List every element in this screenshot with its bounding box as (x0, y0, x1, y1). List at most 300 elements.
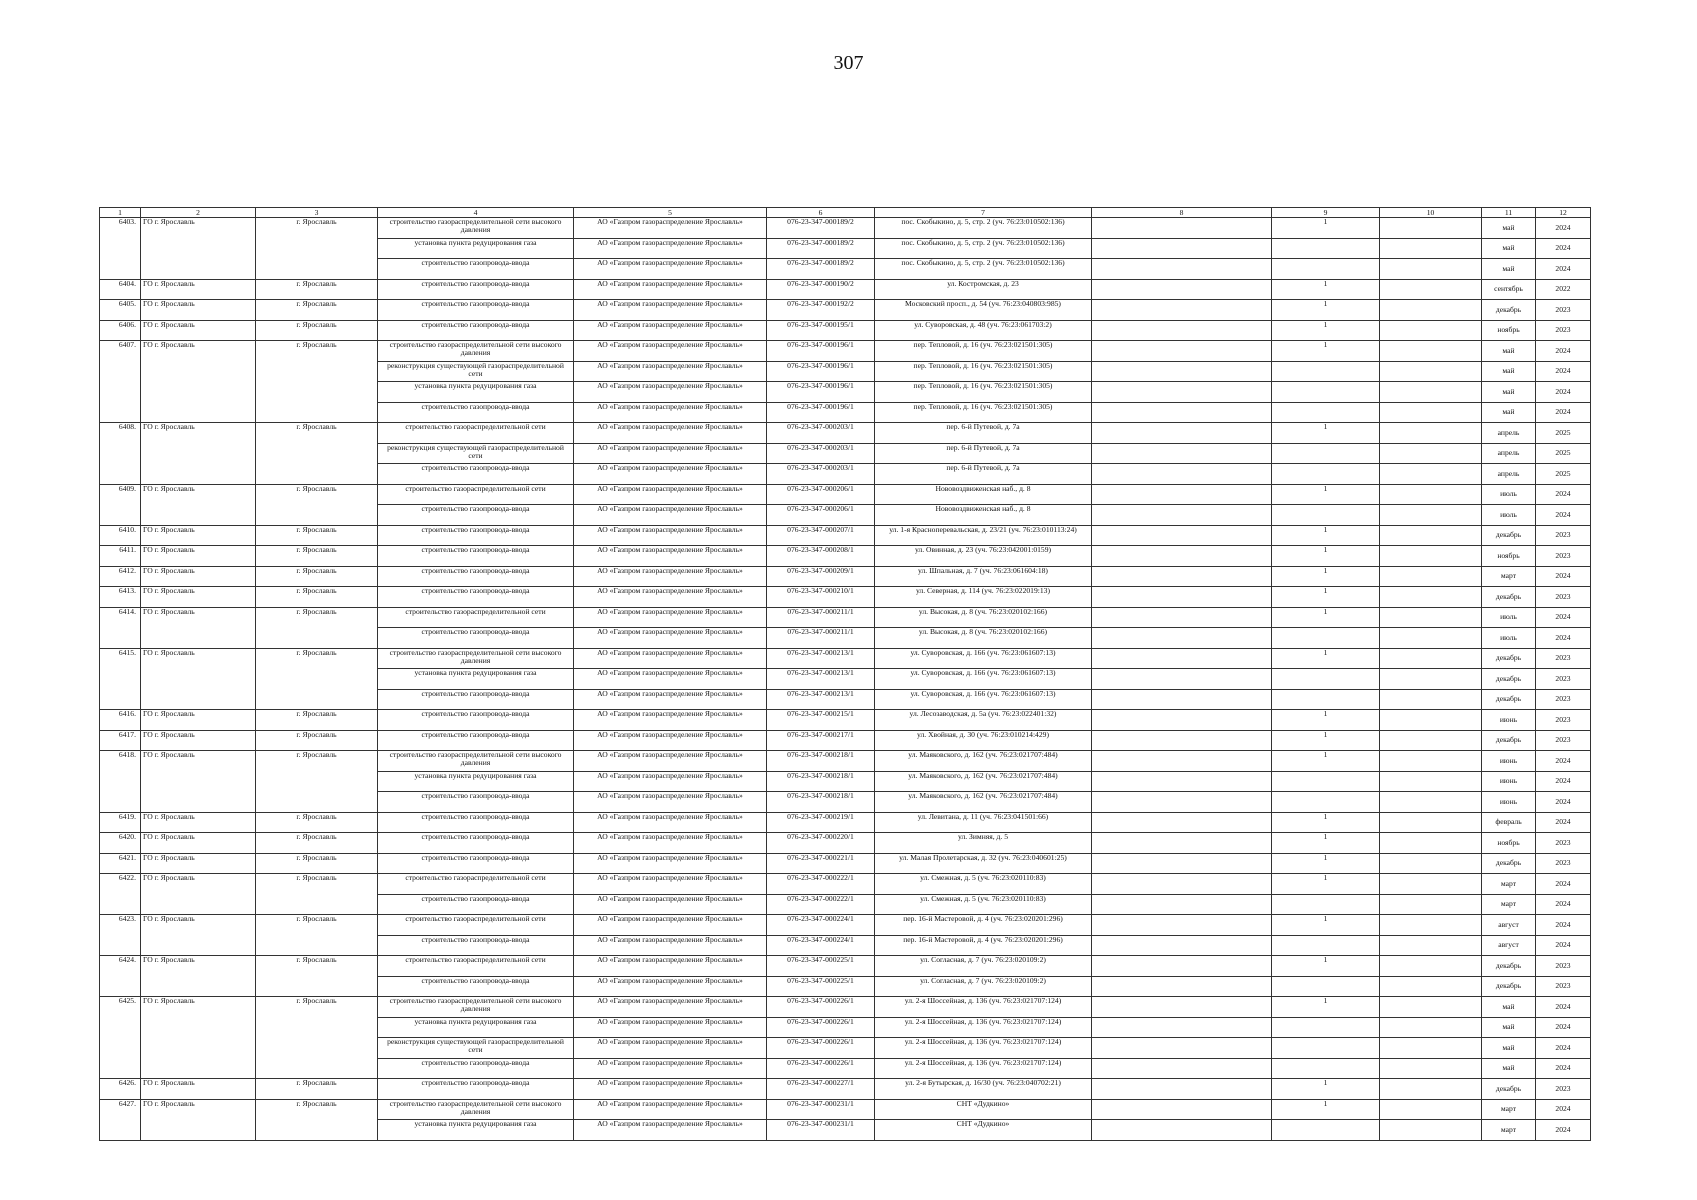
row-number: 6427. (100, 1099, 141, 1140)
municipality-cell: ГО г. Ярославль (141, 423, 256, 485)
address-cell: ул. Высокая, д. 8 (уч. 76:23:020102:166) (875, 607, 1092, 628)
work-type-cell: строительство газопровода-ввода (378, 587, 574, 608)
organization-cell: АО «Газпром газораспределение Ярославль» (574, 1099, 767, 1120)
row-number: 6410. (100, 525, 141, 546)
work-type-cell: строительство газопровода-ввода (378, 792, 574, 813)
application-code-cell: 076-23-347-000225/1 (767, 976, 875, 997)
municipality-cell: ГО г. Ярославль (141, 915, 256, 956)
year-cell: 2024 (1536, 792, 1591, 813)
work-type-cell: строительство газораспределительной сети (378, 956, 574, 977)
table-row (100, 751, 1591, 772)
application-code-cell: 076-23-347-000224/1 (767, 935, 875, 956)
application-code-cell: 076-23-347-000226/1 (767, 997, 875, 1018)
count-cell: 1 (1272, 1099, 1380, 1120)
work-type-cell: реконструкция существующей газораспределительной сети (378, 443, 574, 464)
month-cell: март (1482, 874, 1536, 895)
address-cell: ул. Смежная, д. 5 (уч. 76:23:020110:83) (875, 874, 1092, 895)
application-code-cell: 076-23-347-000218/1 (767, 792, 875, 813)
column-8-cell (1092, 1099, 1272, 1120)
column-number-12: 12 (1536, 208, 1591, 218)
organization-cell: АО «Газпром газораспределение Ярославль» (574, 259, 767, 280)
organization-cell: АО «Газпром газораспределение Ярославль» (574, 566, 767, 587)
municipality-cell: ГО г. Ярославль (141, 546, 256, 567)
table-row (100, 812, 1591, 833)
address-cell: пер. Тепловой, д. 16 (уч. 76:23:021501:305) (875, 382, 1092, 403)
column-10-cell (1380, 669, 1482, 690)
table-row (100, 341, 1591, 362)
column-8-cell (1092, 259, 1272, 280)
city-cell: г. Ярославль (256, 710, 378, 731)
column-8-cell (1092, 956, 1272, 977)
column-10-cell (1380, 915, 1482, 936)
municipality-cell: ГО г. Ярославль (141, 956, 256, 997)
year-cell: 2024 (1536, 1120, 1591, 1141)
table-row (100, 546, 1591, 567)
column-10-cell (1380, 505, 1482, 526)
table-row (100, 997, 1591, 1018)
municipality-cell: ГО г. Ярославль (141, 320, 256, 341)
row-number: 6425. (100, 997, 141, 1079)
address-cell: ул. Суворовская, д. 166 (уч. 76:23:061607:13) (875, 648, 1092, 669)
column-10-cell (1380, 607, 1482, 628)
year-cell: 2024 (1536, 484, 1591, 505)
table-row (100, 710, 1591, 731)
organization-cell: АО «Газпром газораспределение Ярославль» (574, 812, 767, 833)
work-type-cell: установка пункта редуцирования газа (378, 1120, 574, 1141)
address-cell: ул. Суворовская, д. 166 (уч. 76:23:061607:13) (875, 689, 1092, 710)
column-8-cell (1092, 607, 1272, 628)
column-number-7: 7 (875, 208, 1092, 218)
column-8-cell (1092, 566, 1272, 587)
organization-cell: АО «Газпром газораспределение Ярославль» (574, 935, 767, 956)
year-cell: 2023 (1536, 669, 1591, 690)
column-8-cell (1092, 587, 1272, 608)
table-row (100, 1079, 1591, 1100)
column-8-cell (1092, 812, 1272, 833)
column-8-cell (1092, 792, 1272, 813)
organization-cell: АО «Газпром газораспределение Ярославль» (574, 1017, 767, 1038)
count-cell: 1 (1272, 915, 1380, 936)
month-cell: июнь (1482, 710, 1536, 731)
month-cell: август (1482, 935, 1536, 956)
work-type-cell: строительство газопровода-ввода (378, 546, 574, 567)
count-cell (1272, 382, 1380, 403)
application-code-cell: 076-23-347-000190/2 (767, 279, 875, 300)
count-cell: 1 (1272, 1079, 1380, 1100)
count-cell: 1 (1272, 607, 1380, 628)
organization-cell: АО «Газпром газораспределение Ярославль» (574, 894, 767, 915)
column-8-cell (1092, 402, 1272, 423)
count-cell (1272, 259, 1380, 280)
year-cell: 2023 (1536, 587, 1591, 608)
address-cell: ул. Маяковского, д. 162 (уч. 76:23:021707:484) (875, 751, 1092, 772)
organization-cell: АО «Газпром газораспределение Ярославль» (574, 320, 767, 341)
count-cell: 1 (1272, 812, 1380, 833)
month-cell: март (1482, 1120, 1536, 1141)
column-10-cell (1380, 300, 1482, 321)
organization-cell: АО «Газпром газораспределение Ярославль» (574, 484, 767, 505)
column-10-cell (1380, 648, 1482, 669)
application-code-cell: 076-23-347-000196/1 (767, 341, 875, 362)
count-cell: 1 (1272, 997, 1380, 1018)
year-cell: 2024 (1536, 402, 1591, 423)
application-code-cell: 076-23-347-000222/1 (767, 874, 875, 895)
application-code-cell: 076-23-347-000219/1 (767, 812, 875, 833)
column-8-cell (1092, 525, 1272, 546)
address-cell: пер. 16-й Мастеровой, д. 4 (уч. 76:23:020201:296) (875, 935, 1092, 956)
count-cell (1272, 771, 1380, 792)
column-10-cell (1380, 771, 1482, 792)
work-type-cell: строительство газопровода-ввода (378, 320, 574, 341)
column-10-cell (1380, 935, 1482, 956)
year-cell: 2022 (1536, 279, 1591, 300)
table-row (100, 566, 1591, 587)
count-cell: 1 (1272, 320, 1380, 341)
municipality-cell: ГО г. Ярославль (141, 566, 256, 587)
count-cell: 1 (1272, 587, 1380, 608)
table-row (100, 300, 1591, 321)
municipality-cell: ГО г. Ярославль (141, 300, 256, 321)
city-cell: г. Ярославль (256, 956, 378, 997)
column-8-cell (1092, 771, 1272, 792)
year-cell: 2023 (1536, 833, 1591, 854)
row-number: 6412. (100, 566, 141, 587)
work-type-cell: строительство газораспределительной сети (378, 607, 574, 628)
year-cell: 2024 (1536, 382, 1591, 403)
organization-cell: АО «Газпром газораспределение Ярославль» (574, 874, 767, 895)
organization-cell: АО «Газпром газораспределение Ярославль» (574, 587, 767, 608)
city-cell: г. Ярославль (256, 607, 378, 648)
column-8-cell (1092, 628, 1272, 649)
organization-cell: АО «Газпром газораспределение Ярославль» (574, 956, 767, 977)
work-type-cell: строительство газопровода-ввода (378, 976, 574, 997)
municipality-cell: ГО г. Ярославль (141, 730, 256, 751)
table-row (100, 587, 1591, 608)
month-cell: декабрь (1482, 669, 1536, 690)
municipality-cell: ГО г. Ярославль (141, 1079, 256, 1100)
address-cell: пос. Скобыкино, д. 5, стр. 2 (уч. 76:23:010502:136) (875, 238, 1092, 259)
work-type-cell: строительство газопровода-ввода (378, 689, 574, 710)
column-number-1: 1 (100, 208, 141, 218)
organization-cell: АО «Газпром газораспределение Ярославль» (574, 915, 767, 936)
application-code-cell: 076-23-347-000231/1 (767, 1099, 875, 1120)
address-cell: СНТ «Дудкино» (875, 1120, 1092, 1141)
work-type-cell: строительство газораспределительной сети (378, 915, 574, 936)
municipality-cell: ГО г. Ярославль (141, 587, 256, 608)
count-cell: 1 (1272, 751, 1380, 772)
year-cell: 2024 (1536, 566, 1591, 587)
column-8-cell (1092, 484, 1272, 505)
address-cell: ул. Маяковского, д. 162 (уч. 76:23:021707:484) (875, 792, 1092, 813)
month-cell: май (1482, 238, 1536, 259)
city-cell: г. Ярославль (256, 279, 378, 300)
application-code-cell: 076-23-347-000206/1 (767, 505, 875, 526)
column-10-cell (1380, 423, 1482, 444)
work-type-cell: строительство газопровода-ввода (378, 279, 574, 300)
year-cell: 2024 (1536, 894, 1591, 915)
organization-cell: АО «Газпром газораспределение Ярославль» (574, 833, 767, 854)
count-cell (1272, 894, 1380, 915)
application-code-cell: 076-23-347-000226/1 (767, 1038, 875, 1059)
month-cell: июль (1482, 628, 1536, 649)
column-10-cell (1380, 853, 1482, 874)
city-cell: г. Ярославль (256, 915, 378, 956)
city-cell: г. Ярославль (256, 525, 378, 546)
column-10-cell (1380, 1079, 1482, 1100)
month-cell: июнь (1482, 751, 1536, 772)
count-cell (1272, 464, 1380, 485)
month-cell: апрель (1482, 443, 1536, 464)
year-cell: 2023 (1536, 689, 1591, 710)
organization-cell: АО «Газпром газораспределение Ярославль» (574, 546, 767, 567)
column-10-cell (1380, 833, 1482, 854)
address-cell: ул. Шпальная, д. 7 (уч. 76:23:061604:18) (875, 566, 1092, 587)
application-code-cell: 076-23-347-000210/1 (767, 587, 875, 608)
month-cell: май (1482, 402, 1536, 423)
work-type-cell: строительство газопровода-ввода (378, 505, 574, 526)
column-10-cell (1380, 997, 1482, 1018)
column-10-cell (1380, 812, 1482, 833)
organization-cell: АО «Газпром газораспределение Ярославль» (574, 423, 767, 444)
count-cell: 1 (1272, 218, 1380, 239)
year-cell: 2024 (1536, 915, 1591, 936)
work-type-cell: строительство газораспределительной сети высокого давления (378, 341, 574, 362)
count-cell: 1 (1272, 484, 1380, 505)
year-cell: 2024 (1536, 874, 1591, 895)
count-cell (1272, 689, 1380, 710)
application-code-cell: 076-23-347-000206/1 (767, 484, 875, 505)
address-cell: Нововоздвиженская наб., д. 8 (875, 484, 1092, 505)
row-number: 6407. (100, 341, 141, 423)
year-cell: 2024 (1536, 812, 1591, 833)
application-code-cell: 076-23-347-000203/1 (767, 423, 875, 444)
municipality-cell: ГО г. Ярославль (141, 648, 256, 710)
column-10-cell (1380, 730, 1482, 751)
address-cell: ул. 2-я Бутырская, д. 16/30 (уч. 76:23:040702:21) (875, 1079, 1092, 1100)
month-cell: декабрь (1482, 976, 1536, 997)
count-cell: 1 (1272, 833, 1380, 854)
column-number-3: 3 (256, 208, 378, 218)
column-8-cell (1092, 997, 1272, 1018)
column-10-cell (1380, 874, 1482, 895)
city-cell: г. Ярославль (256, 1079, 378, 1100)
city-cell: г. Ярославль (256, 997, 378, 1079)
address-cell: пер. Тепловой, д. 16 (уч. 76:23:021501:305) (875, 341, 1092, 362)
municipality-cell: ГО г. Ярославль (141, 710, 256, 731)
count-cell (1272, 628, 1380, 649)
application-code-cell: 076-23-347-000218/1 (767, 751, 875, 772)
month-cell: май (1482, 218, 1536, 239)
address-cell: пос. Скобыкино, д. 5, стр. 2 (уч. 76:23:010502:136) (875, 218, 1092, 239)
month-cell: март (1482, 894, 1536, 915)
column-8-cell (1092, 648, 1272, 669)
column-8-cell (1092, 915, 1272, 936)
table-row (100, 730, 1591, 751)
count-cell (1272, 1120, 1380, 1141)
year-cell: 2024 (1536, 1099, 1591, 1120)
month-cell: март (1482, 566, 1536, 587)
year-cell: 2024 (1536, 341, 1591, 362)
column-10-cell (1380, 382, 1482, 403)
table-row (100, 218, 1591, 239)
year-cell: 2023 (1536, 710, 1591, 731)
organization-cell: АО «Газпром газораспределение Ярославль» (574, 279, 767, 300)
address-cell: ул. 2-я Шоссейная, д. 136 (уч. 76:23:021707:124) (875, 997, 1092, 1018)
month-cell: июнь (1482, 792, 1536, 813)
column-number-11: 11 (1482, 208, 1536, 218)
column-10-cell (1380, 443, 1482, 464)
address-cell: ул. Высокая, д. 8 (уч. 76:23:020102:166) (875, 628, 1092, 649)
work-type-cell: строительство газопровода-ввода (378, 812, 574, 833)
address-cell: пер. 6-й Путевой, д. 7а (875, 464, 1092, 485)
application-code-cell: 076-23-347-000211/1 (767, 628, 875, 649)
work-type-cell: реконструкция существующей газораспределительной сети (378, 361, 574, 382)
work-type-cell: строительство газораспределительной сети высокого давления (378, 997, 574, 1018)
year-cell: 2023 (1536, 976, 1591, 997)
month-cell: сентябрь (1482, 279, 1536, 300)
column-8-cell (1092, 689, 1272, 710)
address-cell: ул. Малая Пролетарская, д. 32 (уч. 76:23:040601:25) (875, 853, 1092, 874)
work-type-cell: строительство газопровода-ввода (378, 464, 574, 485)
application-code-cell: 076-23-347-000218/1 (767, 771, 875, 792)
column-8-cell (1092, 669, 1272, 690)
row-number: 6423. (100, 915, 141, 956)
organization-cell: АО «Газпром газораспределение Ярославль» (574, 1058, 767, 1079)
address-cell: ул. Лесозаводская, д. 5а (уч. 76:23:022401:32) (875, 710, 1092, 731)
application-code-cell: 076-23-347-000225/1 (767, 956, 875, 977)
count-cell (1272, 1017, 1380, 1038)
municipality-cell: ГО г. Ярославль (141, 812, 256, 833)
application-code-cell: 076-23-347-000189/2 (767, 218, 875, 239)
city-cell: г. Ярославль (256, 484, 378, 525)
month-cell: ноябрь (1482, 833, 1536, 854)
application-code-cell: 076-23-347-000196/1 (767, 361, 875, 382)
application-code-cell: 076-23-347-000224/1 (767, 915, 875, 936)
organization-cell: АО «Газпром газораспределение Ярославль» (574, 710, 767, 731)
table-row (100, 1099, 1591, 1120)
column-10-cell (1380, 259, 1482, 280)
year-cell: 2024 (1536, 1038, 1591, 1059)
column-8-cell (1092, 238, 1272, 259)
city-cell: г. Ярославль (256, 218, 378, 280)
organization-cell: АО «Газпром газораспределение Ярославль» (574, 361, 767, 382)
column-10-cell (1380, 792, 1482, 813)
application-code-cell: 076-23-347-000189/2 (767, 259, 875, 280)
city-cell: г. Ярославль (256, 874, 378, 915)
year-cell: 2024 (1536, 935, 1591, 956)
month-cell: май (1482, 1058, 1536, 1079)
count-cell (1272, 443, 1380, 464)
count-cell (1272, 361, 1380, 382)
application-code-cell: 076-23-347-000221/1 (767, 853, 875, 874)
year-cell: 2024 (1536, 628, 1591, 649)
work-type-cell: строительство газопровода-ввода (378, 300, 574, 321)
year-cell: 2024 (1536, 361, 1591, 382)
table-row (100, 915, 1591, 936)
row-number: 6404. (100, 279, 141, 300)
count-cell: 1 (1272, 853, 1380, 874)
column-10-cell (1380, 320, 1482, 341)
address-cell: Московский просп., д. 54 (уч. 76:23:040803:985) (875, 300, 1092, 321)
year-cell: 2023 (1536, 320, 1591, 341)
work-type-cell: строительство газопровода-ввода (378, 833, 574, 854)
row-number: 6418. (100, 751, 141, 813)
organization-cell: АО «Газпром газораспределение Ярославль» (574, 853, 767, 874)
month-cell: февраль (1482, 812, 1536, 833)
application-code-cell: 076-23-347-000203/1 (767, 443, 875, 464)
organization-cell: АО «Газпром газораспределение Ярославль» (574, 669, 767, 690)
municipality-cell: ГО г. Ярославль (141, 607, 256, 648)
work-type-cell: установка пункта редуцирования газа (378, 669, 574, 690)
organization-cell: АО «Газпром газораспределение Ярославль» (574, 505, 767, 526)
column-8-cell (1092, 423, 1272, 444)
municipality-cell: ГО г. Ярославль (141, 853, 256, 874)
work-type-cell: строительство газопровода-ввода (378, 566, 574, 587)
application-code-cell: 076-23-347-000213/1 (767, 648, 875, 669)
work-type-cell: строительство газопровода-ввода (378, 1058, 574, 1079)
column-8-cell (1092, 218, 1272, 239)
year-cell: 2025 (1536, 423, 1591, 444)
table-row (100, 320, 1591, 341)
table-row (100, 853, 1591, 874)
work-type-cell: строительство газопровода-ввода (378, 935, 574, 956)
month-cell: декабрь (1482, 689, 1536, 710)
column-8-cell (1092, 730, 1272, 751)
month-cell: декабрь (1482, 956, 1536, 977)
city-cell: г. Ярославль (256, 587, 378, 608)
city-cell: г. Ярославль (256, 566, 378, 587)
year-cell: 2023 (1536, 546, 1591, 567)
month-cell: май (1482, 341, 1536, 362)
row-number: 6414. (100, 607, 141, 648)
table-row (100, 484, 1591, 505)
count-cell (1272, 238, 1380, 259)
year-cell: 2023 (1536, 853, 1591, 874)
address-cell: СНТ «Дудкино» (875, 1099, 1092, 1120)
municipality-cell: ГО г. Ярославль (141, 751, 256, 813)
column-8-cell (1092, 853, 1272, 874)
month-cell: декабрь (1482, 587, 1536, 608)
column-10-cell (1380, 484, 1482, 505)
table-row (100, 279, 1591, 300)
count-cell: 1 (1272, 341, 1380, 362)
work-type-cell: строительство газораспределительной сети высокого давления (378, 648, 574, 669)
table-body (100, 218, 1591, 1141)
column-8-cell (1092, 341, 1272, 362)
column-10-cell (1380, 1038, 1482, 1059)
application-code-cell: 076-23-347-000217/1 (767, 730, 875, 751)
count-cell: 1 (1272, 525, 1380, 546)
table-row (100, 956, 1591, 977)
column-10-cell (1380, 751, 1482, 772)
column-10-cell (1380, 218, 1482, 239)
count-cell (1272, 1058, 1380, 1079)
municipality-cell: ГО г. Ярославль (141, 218, 256, 280)
city-cell: г. Ярославль (256, 300, 378, 321)
column-10-cell (1380, 464, 1482, 485)
organization-cell: АО «Газпром газораспределение Ярославль» (574, 238, 767, 259)
organization-cell: АО «Газпром газораспределение Ярославль» (574, 730, 767, 751)
month-cell: июнь (1482, 771, 1536, 792)
count-cell: 1 (1272, 648, 1380, 669)
organization-cell: АО «Газпром газораспределение Ярославль» (574, 341, 767, 362)
month-cell: май (1482, 361, 1536, 382)
municipality-cell: ГО г. Ярославль (141, 341, 256, 423)
work-type-cell: строительство газораспределительной сети (378, 484, 574, 505)
organization-cell: АО «Газпром газораспределение Ярославль» (574, 464, 767, 485)
month-cell: декабрь (1482, 648, 1536, 669)
row-number: 6417. (100, 730, 141, 751)
